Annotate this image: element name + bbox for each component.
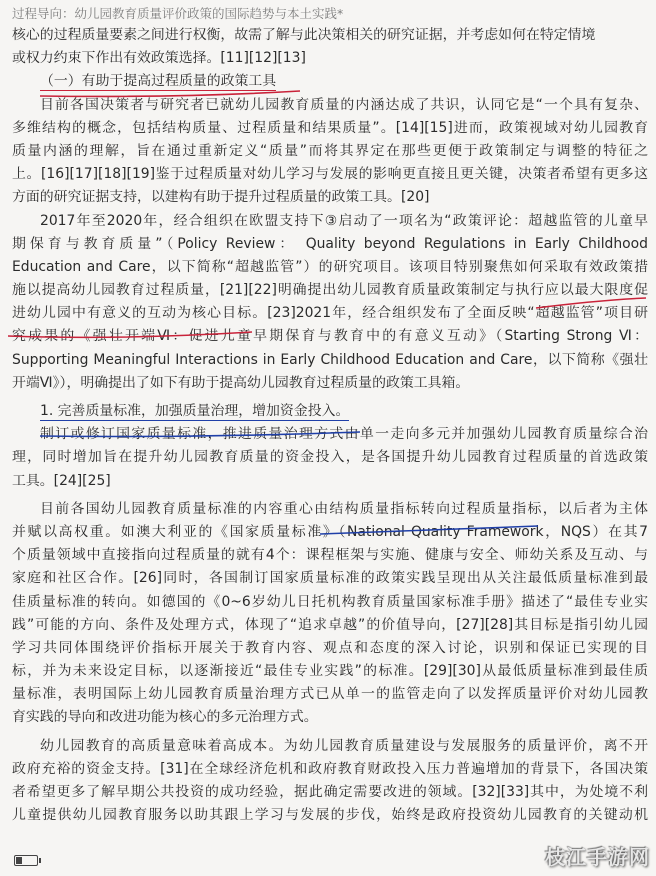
text-line: 方面的研究证据支持，以建构有助于提升过程质量的政策工具。[20] (12, 189, 430, 206)
subsection-heading (12, 400, 648, 423)
battery-icon (14, 855, 38, 866)
text-line: 多维结构的概念，包括结构质量、过程质量和结果质量”。[14][15]进而，政策视域对幼儿园教育 (12, 119, 648, 136)
text-line: 或权力约束下作出有效政策选择。[11][12][13] (12, 50, 306, 67)
text-line: 上。[16][17][18][19]鉴于过程质量对幼儿学习与发展的影响更直接且更关键，决策者希望有更多这 (12, 166, 648, 183)
text-line: 目前各国决策者与研究者已就幼儿园教育质量的内涵达成了共识，认同它是“一个具有复杂、 (40, 96, 648, 113)
text-line: 2017年至2020年，经合组织在欧盟支持下③启动了一项名为“政策评论：超越监管的儿童早 (40, 212, 648, 229)
text-line: 究成果的《强壮开端Ⅵ：促进儿童早期保育与教育中的有意义互动》（Starting Strong Ⅵ： (12, 328, 648, 345)
text-line: Supporting Meaningful Interactions in Early Childhood Education and Care，以下简称《强壮 (12, 351, 648, 368)
text-line: 学习共同体围绕评价指标开展关于教育内容、观点和态度的深入讨论，识别和保证已实现的目 (12, 639, 648, 656)
text-line: 政府充裕的资金支持。[31]在全球经济危机和政府教育财政投入压力普遍增加的背景下，各国决策 (12, 760, 648, 777)
text-line: 家庭和社区合作。[26]同时，各国制订国家质量标准的政策实践呈现出从关注最低质量标准到最 (12, 570, 648, 587)
text-line: 开端Ⅵ》），明确提出了如下有助于提高幼儿园教育过程质量的政策工具箱。 (12, 374, 470, 391)
text-line: 并赋以高权重。如澳大利亚的《国家质量标准》（National Quality Framework，NQS）在其7 (12, 523, 648, 540)
text-line: 目前各国幼儿园教育质量标准的内容重心由结构质量指标转向过程质量指标，以后者为主体 (40, 500, 648, 517)
text-line: Education and Care，以下简称“超越监管”）的研究项目。该项目特别聚焦如何采取有效政策措 (12, 258, 648, 275)
text-line: 施以提高幼儿园教育过程质量，[21][22]明确提出幼儿园教育质量政策制定与执行应以最大限度促 (12, 282, 648, 299)
text-line: 标，并为未来设定目标，以逐渐接近“最佳专业实践”的标准。[29][30]从最低质量标准到最佳质 (12, 663, 648, 680)
site-watermark: 枝江手游网 (545, 845, 650, 869)
running-header: 过程导向：幼儿园教育质量评价政策的国际趋势与本土实践* (12, 6, 344, 21)
subsection-heading-text: 1. 完善质量标准，加强质量治理，增加资金投入。 (40, 403, 350, 419)
text-line: 进幼儿园中有意义的互动为核心目标。[23]2021年，经合组织发布了全面反映“超越监管”项目研 (12, 305, 648, 322)
text-line: 个质量领域中直接指向过程质量的就有4个：课程框架与实施、健康与安全、师幼关系及互动、与 (12, 547, 648, 564)
section-heading-text: （一）有助于提高过程质量的政策工具 (40, 73, 277, 90)
text-line: 者希望更多了解早期公共投资的成功经验，据此确定需要改进的领域。[32][33]其中，为处境不利 (12, 784, 648, 800)
text-line: 幼儿园教育的高质量意味着高成本。为幼儿园教育质量建设与发展服务的质量评价，离不开 (40, 737, 648, 754)
section-heading (12, 70, 648, 93)
body-text (12, 24, 648, 827)
text-line: 制订或修订国家质量标准，推进质量治理方式由单一走向多元并加强幼儿园教育质量综合治 (40, 426, 648, 443)
text-line: 量标准，表明国际上幼儿园教育质量治理方式已从单一的监管走向了以发挥质量评价对幼儿园教 (12, 686, 648, 703)
text-line: 佳质量标准的转向。如德国的《0~6岁幼儿日托机构教育质量国家标准手册》描述了“最佳专业实 (12, 593, 648, 610)
text-line: 工具。[24][25] (12, 472, 111, 489)
text-line: 育实践的导向和改进功能为核心的多元治理方式。 (12, 709, 318, 726)
text-line: 核心的过程质量要素之间进行权衡，故需了解与此决策相关的研究证据，并考虑如何在特定情境 (12, 27, 596, 43)
text-line: 理，同时增加旨在提升幼儿园教育质量的资金投入，是各国提升幼儿园教育过程质量的首选政策 (12, 449, 648, 466)
text-line: 儿童提供幼儿园教育服务以助其跟上学习与发展的步伐，始终是政府投资幼儿园教育的关键动机 (12, 807, 648, 824)
text-line: 质量内涵的理解，旨在通过重新定义“质量”而将其界定在那些更便于政策制定与调整的特征之 (12, 142, 648, 159)
text-line: 践”可能的方向、条件及处理方式，体现了“追求卓越”的价值导向，[27][28]其目标是指引幼儿园 (12, 616, 648, 633)
text-line: 期保育与教育质量”（Policy Review： Quality beyond Regulations in Early Childhood (12, 235, 648, 252)
